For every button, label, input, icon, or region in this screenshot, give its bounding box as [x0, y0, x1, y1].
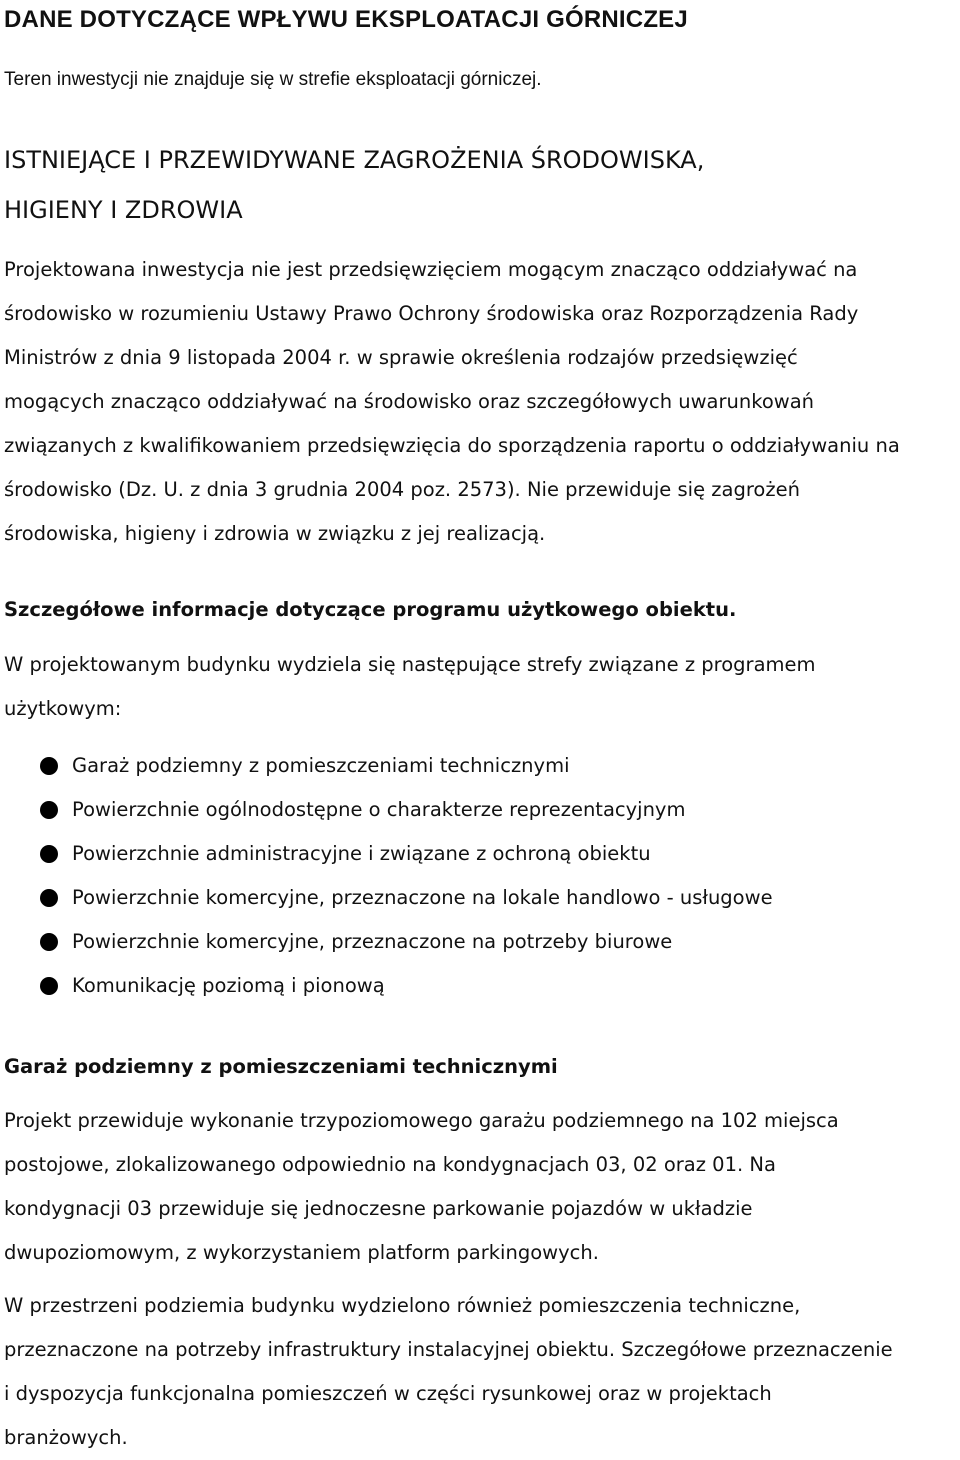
mining-impact-text: Teren inwestycji nie znajduje się w strefie eksploatacji górniczej. [4, 69, 542, 90]
list-item [0, 920, 773, 964]
paragraph-line: środowisko (Dz. U. z dnia 3 grudnia 2004 poz. 2573). Nie przewiduje się zagrożeń [4, 478, 800, 501]
mining-impact-heading: DANE DOTYCZĄCE WPŁYWU EKSPLOATACJI GÓRNICZEJ [4, 6, 688, 33]
paragraph-line: Projekt przewiduje wykonanie trzypoziomowego garażu podziemnego na 102 miejsca [4, 1109, 839, 1132]
bullet-icon [40, 845, 58, 863]
list-item [0, 788, 773, 832]
paragraph-line: Ministrów z dnia 9 listopada 2004 r. w sprawie określenia rodzajów przedsięwzięć [4, 346, 798, 369]
environmental-threats-heading [4, 135, 944, 235]
list-item [0, 964, 773, 1008]
paragraph-line: Projektowana inwestycja nie jest przedsięwzięciem mogącym znacząco oddziaływać na [4, 258, 858, 281]
paragraph-line: środowisko w rozumieniu Ustawy Prawo Ochrony środowiska oraz Rozporządzenia Rady [4, 302, 859, 325]
list-item-label: Komunikację poziomą i pionową [72, 974, 385, 997]
list-item-label: Garaż podziemny z pomieszczeniami technicznymi [72, 754, 570, 777]
list-item [0, 832, 773, 876]
heading-line: HIGIENY I ZDROWIA [4, 196, 243, 224]
paragraph-line: użytkowym: [4, 697, 122, 720]
list-item-label: Powierzchnie administracyjne i związane z ochroną obiektu [72, 842, 651, 865]
bullet-icon [40, 757, 58, 775]
environmental-threats-paragraph [4, 248, 959, 556]
bullet-icon [40, 801, 58, 819]
list-item-label: Powierzchnie komercyjne, przeznaczone na lokale handlowo - usługowe [72, 886, 773, 909]
paragraph-line: W przestrzeni podziemia budynku wydzielono również pomieszczenia techniczne, [4, 1294, 801, 1317]
heading-line: ISTNIEJĄCE I PRZEWIDYWANE ZAGROŻENIA ŚRODOWISKA, [4, 146, 705, 174]
paragraph-line: przeznaczone na potrzeby infrastruktury instalacyjnej obiektu. Szczegółowe przeznaczenie [4, 1338, 893, 1361]
paragraph-line: mogących znacząco oddziaływać na środowisko oraz szczegółowych uwarunkowań [4, 390, 815, 413]
list-item-label: Powierzchnie ogólnodostępne o charakterze reprezentacyjnym [72, 798, 686, 821]
paragraph-line: branżowych. [4, 1426, 128, 1449]
garage-paragraph-2 [4, 1284, 959, 1460]
bullet-icon [40, 933, 58, 951]
garage-paragraph-1 [4, 1099, 959, 1275]
paragraph-line: kondygnacji 03 przewiduje się jednoczesne parkowanie pojazdów w układzie [4, 1197, 753, 1220]
program-intro-paragraph [4, 643, 959, 731]
paragraph-line: i dyspozycja funkcjonalna pomieszczeń w części rysunkowej oraz w projektach [4, 1382, 772, 1405]
list-item-label: Powierzchnie komercyjne, przeznaczone na potrzeby biurowe [72, 930, 673, 953]
list-item [0, 744, 773, 788]
paragraph-line: postojowe, zlokalizowanego odpowiednio na kondygnacjach 03, 02 oraz 01. Na [4, 1153, 776, 1176]
paragraph-line: dwupoziomowym, z wykorzystaniem platform parkingowych. [4, 1241, 599, 1264]
program-zones-list [0, 744, 773, 1008]
list-item [0, 876, 773, 920]
paragraph-line: W projektowanym budynku wydziela się następujące strefy związane z programem [4, 653, 816, 676]
paragraph-line: związanych z kwalifikowaniem przedsięwzięcia do sporządzenia raportu o oddziaływaniu na [4, 434, 900, 457]
paragraph-line: środowiska, higieny i zdrowia w związku z jej realizacją. [4, 522, 546, 545]
garage-heading: Garaż podziemny z pomieszczeniami technicznymi [4, 1055, 558, 1078]
program-details-heading: Szczegółowe informacje dotyczące programu użytkowego obiektu. [4, 598, 737, 621]
bullet-icon [40, 977, 58, 995]
bullet-icon [40, 889, 58, 907]
